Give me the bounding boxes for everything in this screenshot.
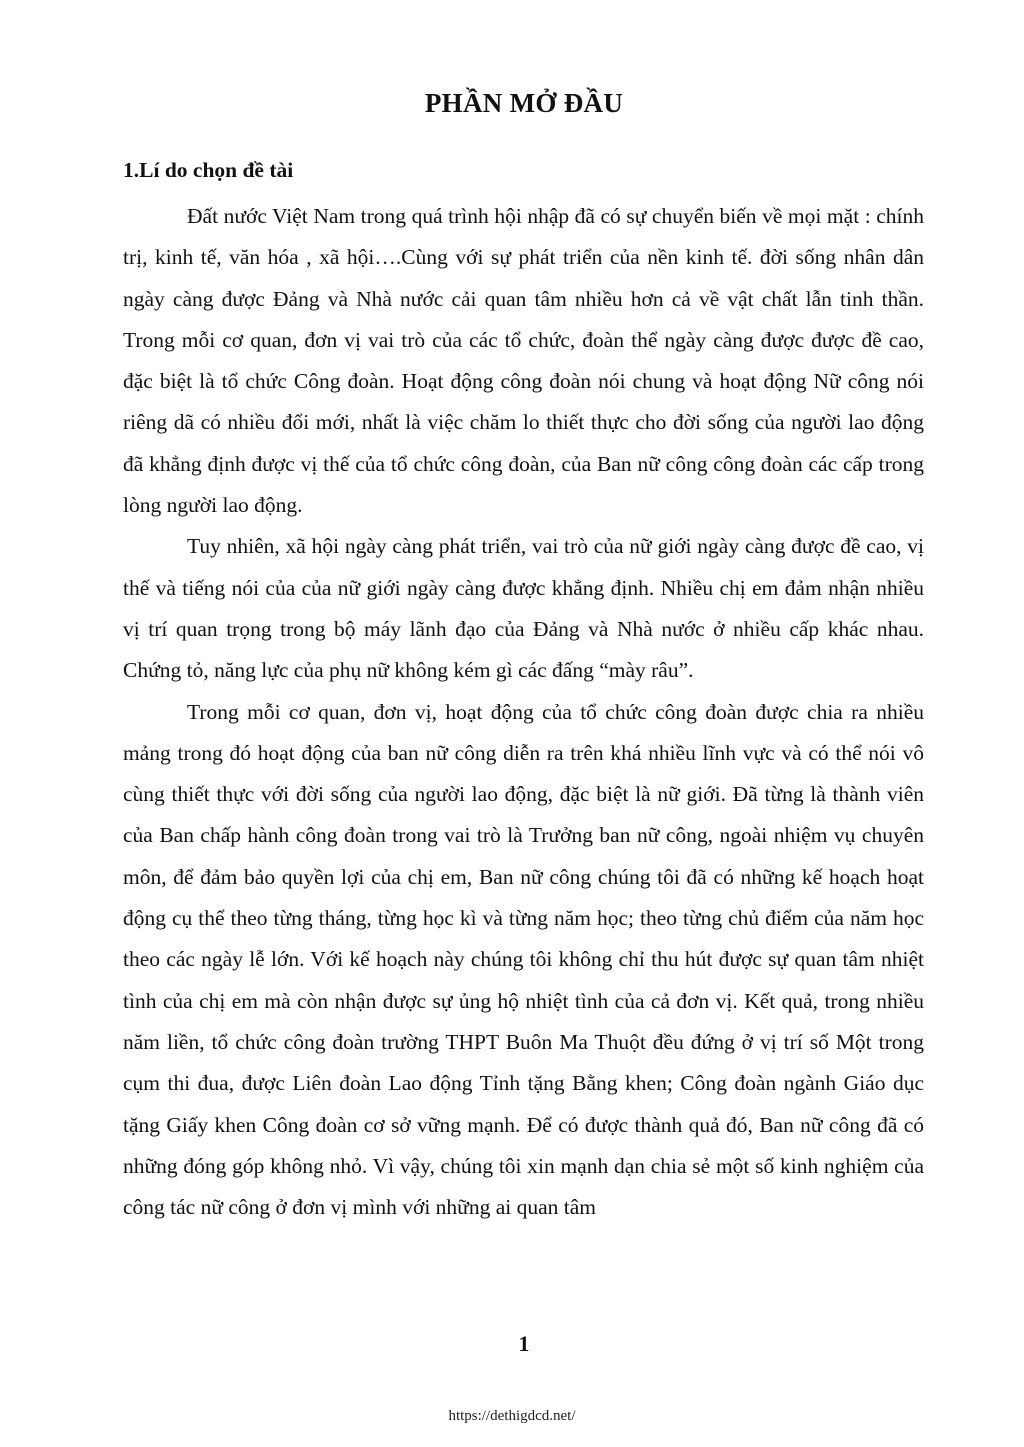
page-number: 1 [518, 1331, 530, 1356]
body-text [123, 196, 924, 1228]
paragraph: Trong mỗi cơ quan, đơn vị, hoạt động của tổ chức công đoàn được chia ra nhiều mảng trong đó hoạt động của ban nữ công diễn ra trên khá nhiều lĩnh vực và có thể nói vô cùng thiết thực với đời sống của người lao động, đặc biệt là nữ giới. Đã từng là thành viên của Ban chấp hành công đoàn trong vai trò là Trưởng ban nữ công, ngoài nhiệm vụ chuyên môn, để đảm bảo quyền lợi của chị em, Ban nữ công chúng tôi đã có những kế hoạch hoạt động cụ thể theo từng tháng, từng học kì và từng năm học; theo từng chủ điểm của năm học theo các ngày lễ lớn. Với kế hoạch này chúng tôi không chỉ thu hút được sự quan tâm nhiệt tình của chị em mà còn nhận được sự ủng hộ nhiệt tình của cả đơn vị. Kết quả, trong nhiều năm liền, tổ chức công đoàn trường THPT Buôn Ma Thuột đều đứng ở vị trí số Một trong cụm thi đua, được Liên đoàn Lao động Tỉnh tặng Bằng khen; Công đoàn ngành Giáo dục tặng Giấy khen Công đoàn cơ sở vững mạnh. Để có được thành quả đó, Ban nữ công đã có những đóng góp không nhỏ. Vì vậy, chúng tôi xin mạnh dạn chia sẻ một số kinh nghiệm của công tác nữ công ở đơn vị mình với những ai quan tâm [123, 699, 924, 1220]
footer-url[interactable]: https://dethigdcd.net/ [448, 1408, 576, 1424]
paragraph: Đất nước Việt Nam trong quá trình hội nhập đã có sự chuyển biến về mọi mặt : chính trị, kinh tế, văn hóa , xã hội….Cùng với sự phát triển của nền kinh tế. đời sống nhân dân ngày càng được Đảng và Nhà nước cải quan tâm nhiều hơn cả về vật chất lẫn tinh thần. Trong mỗi cơ quan, đơn vị vai trò của các tổ chức, đoàn thể ngày càng được được đề cao, đặc biệt là tổ chức Công đoàn. Hoạt động công đoàn nói chung và hoạt động Nữ công nói riêng dã có nhiều đổi mới, nhất là việc chăm lo thiết thực cho đời sống của người lao động đã khẳng định được vị thế của tổ chức công đoàn, của Ban nữ công công đoàn các cấp trong lòng người lao động. [123, 204, 924, 518]
paragraph: Tuy nhiên, xã hội ngày càng phát triển, vai trò của nữ giới ngày càng được đề cao, vị thế và tiếng nói của của nữ giới ngày càng được khẳng định. Nhiều chị em đảm nhận nhiều vị trí quan trọng trong bộ máy lãnh đạo của Đảng và Nhà nước ở nhiều cấp khác nhau. Chứng tỏ, năng lực của phụ nữ không kém gì các đấng “mày râu”. [123, 534, 924, 683]
page-title: PHẦN MỞ ĐẦU [424, 88, 624, 118]
section-heading: 1.Lí do chọn đề tài [123, 158, 294, 182]
